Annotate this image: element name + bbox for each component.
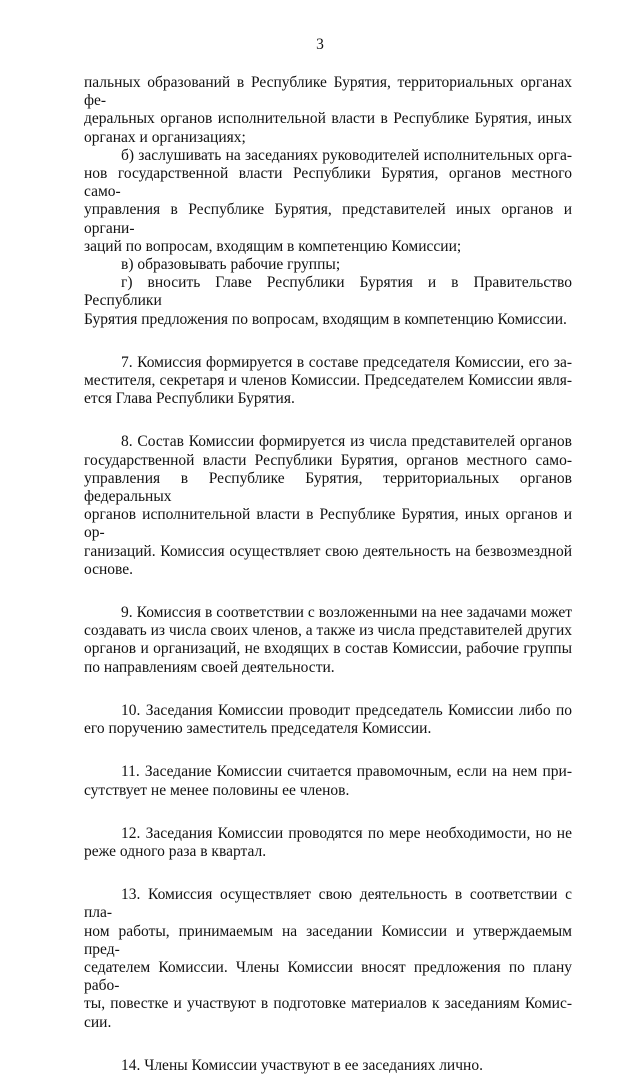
text-line: б) заслушивать на заседаниях руководителей исполнительных орга- [121,146,572,164]
paragraph-gap [84,408,572,433]
text-line: реже одного раза в квартал. [84,842,267,860]
text-line: нов государственной власти Республики Бурятия, органов местного само- [84,165,572,201]
text-line: органов исполнительной власти в Республике Бурятия, иных органов и ор- [84,506,572,542]
paragraph-gap [84,677,572,702]
text-line: государственной власти Республики Бурятия, органов местного само- [84,451,572,469]
text-line: 13. Комиссия осуществляет свою деятельность в соответствии с пла- [84,886,572,922]
text-line: г) вносить Главе Республики Бурятия и в Правительство Республики [84,274,572,310]
paragraph-gap [84,329,572,354]
text-line: 7. Комиссия формируется в составе председателя Комиссии, его за- [121,353,572,371]
para-14 [84,1057,572,1075]
text-line: управления в Республике Бурятия, представителей иных органов и органи- [84,201,572,237]
text-line: заций по вопросам, входящим в компетенцию Комиссии; [84,237,462,255]
para-13 [84,886,572,1032]
text-line: его поручению заместитель председателя Комиссии. [84,720,432,738]
text-line: основе. [84,560,134,578]
text-line: ном работы, принимаемым на заседании Комиссии и утверждаемым пред- [84,922,572,958]
para-v [84,256,572,274]
text-line: органах и организациях; [84,128,246,146]
para-continuation [84,74,572,147]
paragraph-gap [84,738,572,763]
text-line: ется Глава Республики Бурятия. [84,390,295,408]
text-line: 10. Заседания Комиссии проводит председатель Комиссии либо по [121,701,572,719]
text-line: седателем Комиссии. Члены Комиссии вносят предложения по плану рабо- [84,958,572,995]
paragraph-gap [84,800,572,825]
paragraph-gap [84,579,572,604]
text-line: 12. Заседания Комиссии проводятся по мере необходимости, но не [121,824,572,842]
para-11 [84,763,572,799]
text-line: ганизаций. Комиссия осуществляет свою деятельность на безвозмездной [84,542,572,560]
text-line: 14. Члены Комиссии участвуют в ее заседаниях лично. [121,1056,483,1074]
text-line: управления в Республике Бурятия, территориальных органов федеральных [84,469,572,506]
text-line: создавать из числа своих членов, а также из числа представителей других [84,622,572,640]
page-number: 3 [316,36,324,53]
text-line: местителя, секретаря и членов Комиссии. Председателем Комиссии явля- [84,372,572,390]
document-body [84,74,572,1075]
text-line: ты, повестке и участвуют в подготовке материалов к заседаниям Комис- [84,995,572,1013]
text-line: в) образовывать рабочие группы; [121,256,341,274]
para-12 [84,825,572,861]
para-8 [84,433,572,579]
text-line: 11. Заседание Комиссии считается правомочным, если на нем при- [121,763,572,781]
paragraph-gap [84,1032,572,1057]
text-line: по направлениям своей деятельности. [84,658,335,676]
text-line: пальных образований в Республике Бурятия, территориальных органах фе- [84,74,572,110]
text-line: Бурятия предложения по вопросам, входящим в компетенцию Комиссии. [84,310,567,328]
text-line: сии. [84,1013,112,1031]
text-line: сутствует не менее половины ее членов. [84,781,350,799]
paragraph-gap [84,861,572,886]
para-g [84,274,572,329]
text-line: органов и организаций, не входящих в состав Комиссии, рабочие группы [84,640,572,658]
text-line: 8. Состав Комиссии формируется из числа представителей органов [121,433,572,451]
para-7 [84,354,572,409]
text-line: 9. Комиссия в соответствии с возложенными на нее задачами может [121,604,572,622]
text-line: деральных органов исполнительной власти в Республике Бурятия, иных [84,110,572,128]
para-b [84,147,572,256]
para-9 [84,604,572,677]
para-10 [84,702,572,738]
